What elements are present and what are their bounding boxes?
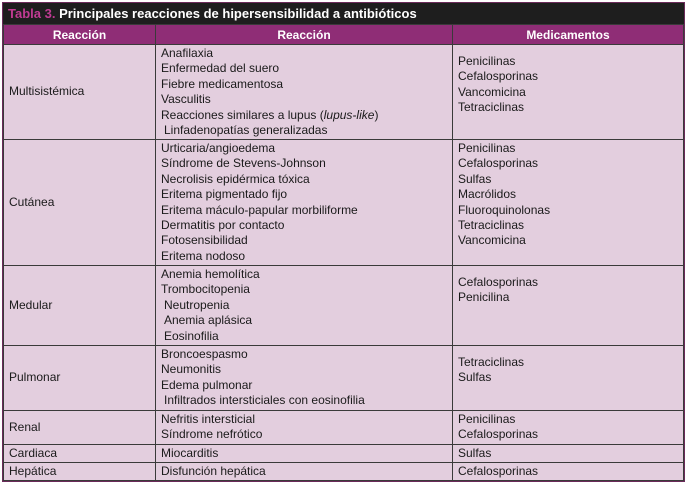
reaction-item: Broncoespasmo <box>161 347 248 361</box>
drugs-cell <box>453 445 684 463</box>
category-cell: Multisistémica <box>4 45 156 140</box>
reactions-cell <box>156 463 453 481</box>
reaction-item: Reacciones similares a lupus (lupus-like) <box>161 107 379 122</box>
category-cell: Cutánea <box>4 140 156 266</box>
reaction-item: Trombocitopenia <box>161 282 250 297</box>
reactions-cell <box>156 445 453 463</box>
drugs-cell <box>453 140 684 266</box>
table-row <box>4 445 684 463</box>
drug-item: Cefalosporinas <box>458 69 539 84</box>
category-cell: Hepática <box>4 463 156 481</box>
reaction-item: Anemia hemolítica <box>161 267 260 281</box>
table-row <box>4 45 684 140</box>
hypersensitivity-table <box>3 24 684 481</box>
drugs-cell <box>453 411 684 445</box>
drug-item: Penicilinas <box>458 412 516 426</box>
reaction-item: Neumonitis <box>161 362 222 377</box>
drugs-cell <box>453 463 684 481</box>
table-title: Principales reacciones de hipersensibilidad a antibióticos <box>59 6 417 21</box>
reactions-cell <box>156 266 453 346</box>
drugs-cell <box>453 45 684 140</box>
drug-item: Macrólidos <box>458 187 517 202</box>
drug-item: Cefalosporinas <box>458 156 539 171</box>
category-cell: Cardiaca <box>4 445 156 463</box>
header-category: Reacción <box>4 25 156 45</box>
drug-item: Tetraciclinas <box>458 355 525 369</box>
reaction-item: Edema pulmonar <box>161 377 253 392</box>
reaction-item: Vasculitis <box>161 92 211 107</box>
category-cell: Renal <box>4 411 156 445</box>
reaction-item: Miocarditis <box>161 445 219 460</box>
reaction-item: Necrolisis epidérmica tóxica <box>161 171 310 186</box>
table-row <box>4 266 684 346</box>
header-reaction: Reacción <box>156 25 453 45</box>
category-cell: Medular <box>4 266 156 346</box>
drug-item: Penicilinas <box>458 141 516 155</box>
drug-item: Vancomicina <box>458 84 526 99</box>
reactions-cell <box>156 45 453 140</box>
table-number: Tabla 3. <box>8 6 56 21</box>
reaction-item: Eritema máculo-papular morbiliforme <box>161 202 358 217</box>
drug-item: Penicilina <box>458 290 510 305</box>
reactions-cell <box>156 140 453 266</box>
reaction-item: Enfermedad del suero <box>161 61 280 76</box>
reaction-item: Anafilaxia <box>161 46 214 60</box>
reaction-item: Síndrome nefrótico <box>161 427 263 442</box>
drug-item: Sulfas <box>458 370 492 385</box>
drug-item: Cefalosporinas <box>458 463 539 478</box>
reaction-item: Neutropenia <box>164 297 230 312</box>
reaction-item: Eosinofilia <box>164 328 219 343</box>
drug-item: Cefalosporinas <box>458 275 539 289</box>
drug-item: Tetraciclinas <box>458 100 525 115</box>
table-caption <box>3 3 684 24</box>
drug-item: Fluoroquinolonas <box>458 202 551 217</box>
drug-item: Sulfas <box>458 171 492 186</box>
reaction-item: Urticaria/angioedema <box>161 141 276 155</box>
header-row <box>4 25 684 45</box>
drug-item: Penicilinas <box>458 54 516 68</box>
drug-item: Cefalosporinas <box>458 427 539 442</box>
drug-item: Vancomicina <box>458 233 526 248</box>
reaction-item: Linfadenopatías generalizadas <box>164 123 328 138</box>
reaction-item: Infiltrados intersticiales con eosinofilia <box>164 393 365 408</box>
table-row <box>4 411 684 445</box>
reaction-item: Nefritis intersticial <box>161 412 256 426</box>
header-drugs: Medicamentos <box>453 25 684 45</box>
table-figure <box>2 2 685 482</box>
reaction-item: Eritema pigmentado fijo <box>161 187 288 202</box>
reaction-item: Eritema nodoso <box>161 248 246 263</box>
reaction-item: Dermatitis por contacto <box>161 218 285 233</box>
drug-item: Tetraciclinas <box>458 218 525 233</box>
drug-item: Sulfas <box>458 445 492 460</box>
category-cell: Pulmonar <box>4 346 156 411</box>
reactions-cell <box>156 411 453 445</box>
table-row <box>4 140 684 266</box>
drugs-cell <box>453 266 684 346</box>
table-row <box>4 463 684 481</box>
reaction-item: Síndrome de Stevens-Johnson <box>161 156 326 171</box>
reaction-item: Fiebre medicamentosa <box>161 76 284 91</box>
drugs-cell <box>453 346 684 411</box>
table-row <box>4 346 684 411</box>
reaction-item: Disfunción hepática <box>161 463 266 478</box>
reaction-item: Anemia aplásica <box>164 313 253 328</box>
reactions-cell <box>156 346 453 411</box>
reaction-item: Fotosensibilidad <box>161 233 248 248</box>
